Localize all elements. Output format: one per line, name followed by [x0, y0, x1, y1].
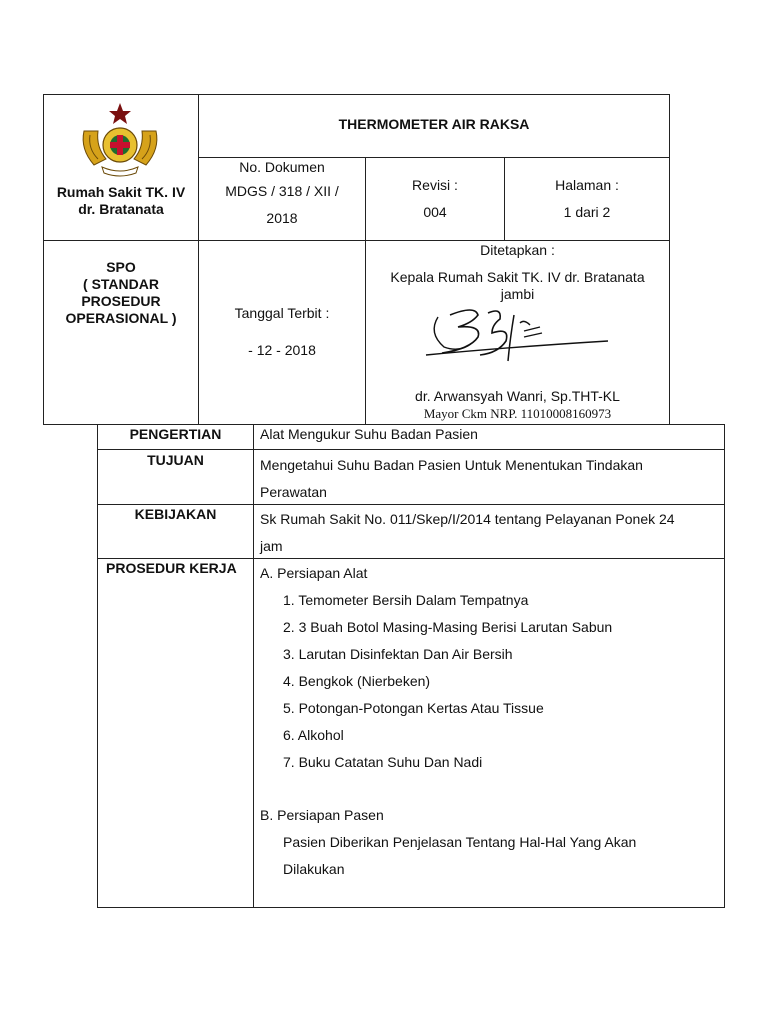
hospital-emblem-logo — [76, 101, 164, 181]
revisi-value: 004 — [423, 204, 447, 220]
prosedur-kerja-content — [260, 560, 636, 883]
list-item: 7. Buku Catatan Suhu Dan Nadi — [283, 754, 483, 770]
halaman-value: 1 dari 2 — [563, 204, 611, 220]
prosedur-kerja-label: PROSEDUR KERJA — [106, 560, 237, 576]
list-item: 2. 3 Buah Botol Masing-Masing Berisi Larutan Sabun — [283, 619, 613, 635]
doc-number-cell — [199, 157, 365, 231]
section-a-list — [260, 587, 636, 776]
ditetapkan-label: Ditetapkan : — [480, 242, 555, 258]
body-border-left — [97, 424, 98, 908]
document-title: THERMOMETER AIR RAKSA — [338, 116, 530, 132]
header-border-top — [43, 94, 670, 95]
kepala-title: Kepala Rumah Sakit TK. IV dr. Bratanata jambi — [390, 269, 645, 302]
list-item: 4. Bengkok (Nierbeken) — [283, 673, 431, 689]
pengertian-label: PENGERTIAN — [129, 426, 222, 442]
header-divider-mid — [43, 240, 670, 241]
body-border-bottom — [97, 907, 725, 908]
tujuan-label: TUJUAN — [147, 452, 204, 468]
signature — [420, 303, 615, 368]
pengertian-value: Alat Mengukur Suhu Badan Pasien — [260, 426, 478, 442]
hospital-name: Rumah Sakit TK. IV dr. Bratanata — [56, 184, 186, 217]
revisi-cell — [366, 172, 504, 226]
list-item: 3. Larutan Disinfektan Dan Air Bersih — [283, 646, 513, 662]
section-a-heading: A. Persiapan Alat — [260, 565, 368, 581]
doc-number-value: MDGS / 318 / XII / — [225, 183, 339, 199]
list-item: 5. Potongan-Potongan Kertas Atau Tissue — [283, 700, 544, 716]
header-divider-col1 — [198, 94, 199, 425]
section-b-heading: B. Persiapan Pasen — [260, 807, 384, 823]
spo-label: SPO ( STANDAR PROSEDUR OPERASIONAL ) — [65, 259, 177, 326]
tanggal-terbit-label: Tanggal Terbit : — [234, 305, 330, 321]
doc-number-year: 2018 — [266, 210, 298, 226]
body-border-right — [724, 424, 725, 908]
list-item: 6. Alkohol — [283, 727, 344, 743]
kebijakan-value: Sk Rumah Sakit No. 011/Skep/I/2014 tentang Pelayanan Ponek 24 jam — [260, 511, 675, 554]
revisi-label: Revisi : — [412, 177, 458, 193]
signer-name: dr. Arwansyah Wanri, Sp.THT-KL — [415, 388, 620, 404]
body-border-top — [97, 424, 725, 425]
body-divider-1 — [97, 449, 725, 450]
list-item: 1. Temometer Bersih Dalam Tempatnya — [283, 592, 529, 608]
halaman-label: Halaman : — [555, 177, 619, 193]
body-divider-col — [253, 424, 254, 908]
halaman-cell — [505, 172, 669, 226]
tujuan-value: Mengetahui Suhu Badan Pasien Untuk Menentukan Tindakan Perawatan — [260, 457, 643, 500]
signer-rank: Mayor Ckm NRP. 11010008160973 — [423, 406, 612, 421]
tanggal-terbit-value: - 12 - 2018 — [248, 342, 316, 358]
kebijakan-label: KEBIJAKAN — [134, 506, 217, 522]
doc-number-label: No. Dokumen — [239, 159, 325, 175]
section-b-text: Pasien Diberikan Penjelasan Tentang Hal-Hal Yang Akan Dilakukan — [283, 834, 637, 877]
header-border-right — [669, 94, 670, 425]
